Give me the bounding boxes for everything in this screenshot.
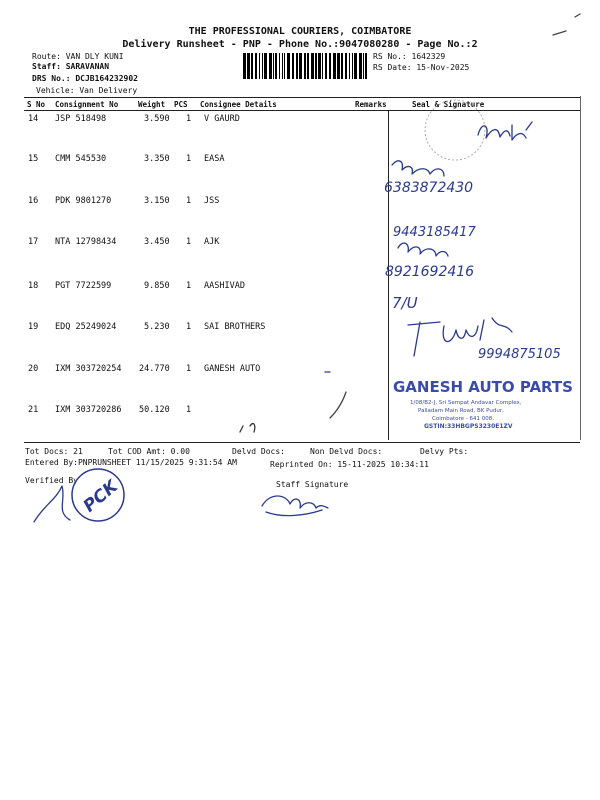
tot-docs: Tot Docs: 21: [25, 447, 83, 456]
col-seal-signature: Seal & Signature: [412, 100, 485, 109]
col-pcs: PCS: [174, 100, 188, 109]
col-remarks: Remarks: [355, 100, 387, 109]
row-pcs: 1: [186, 154, 192, 164]
row-sno: 16: [28, 196, 39, 206]
corner-mark: [575, 14, 580, 17]
tamil-name-row-15: [392, 161, 444, 176]
rs-date: RS Date: 15-Nov-2025: [373, 63, 470, 72]
row-consignment: PGT 7722599: [55, 281, 112, 291]
runsheet-subtitle: Delivery Runsheet - PNP - Phone No.:9047080280 - Page No.:2: [122, 39, 478, 50]
phone-row-15: 6383872430: [384, 180, 474, 196]
stamp-address-3: Coimbatore - 641 008.: [432, 416, 494, 422]
row-sno: 15: [28, 154, 39, 164]
faint-seal-stamp: [425, 100, 485, 160]
staff-signature-label: Staff Signature: [276, 480, 349, 489]
note-row-19: 7/U: [392, 294, 418, 312]
row-consignment: PDK 9801270: [55, 196, 112, 206]
rs-number: RS No.: 1642329: [373, 52, 446, 61]
stray-mark: [240, 424, 255, 432]
row-weight: 24.770: [139, 364, 170, 374]
row-consignee: GANESH AUTO: [204, 364, 261, 374]
row-sno: 20: [28, 364, 39, 374]
phone-row-19: 9994875105: [478, 347, 561, 362]
row-consignee: AASHIVAD: [204, 281, 245, 291]
row-consignment: CMM 545530: [55, 154, 107, 164]
stamp-address-2: Palladam Main Road, BK Pudur,: [418, 408, 504, 414]
row-consignment: IXM 303720286: [55, 405, 122, 415]
staff-signature: [262, 496, 328, 516]
row-consignee: JSS: [204, 196, 220, 206]
row-consignee: SAI BROTHERS: [204, 322, 266, 332]
col-sno: S No: [27, 100, 46, 109]
tamil-name-row-17: [398, 243, 448, 256]
row-consignment: JSP 518498: [55, 114, 107, 124]
row-pcs: 1: [186, 281, 192, 291]
delvy-pts: Delvy Pts:: [420, 447, 469, 456]
vehicle-label: Vehicle: Van Delivery: [36, 86, 138, 95]
verified-signature: [34, 486, 70, 522]
row-weight: 3.450: [144, 237, 170, 247]
row-consignee: AJK: [204, 237, 220, 247]
row-weight: 5.230: [144, 322, 170, 332]
row-weight: 50.120: [139, 405, 170, 415]
row-sno: 17: [28, 237, 39, 247]
col-consignment: Consignment No: [55, 100, 119, 109]
staff-label: Staff: SARAVANAN: [32, 62, 110, 71]
drs-number: DRS No.: DCJB164232902: [32, 74, 138, 83]
row-consignment: NTA 12798434: [55, 237, 117, 247]
row-consignment: IXM 303720254: [55, 364, 122, 374]
col-consignee: Consignee Details: [200, 100, 277, 109]
delvd-docs: Delvd Docs:: [232, 447, 285, 456]
corner-mark: [553, 31, 566, 35]
row-weight: 9.850: [144, 281, 170, 291]
row-consignment: EDQ 25249024: [55, 322, 117, 332]
company-title: THE PROFESSIONAL COURIERS, COIMBATORE: [188, 26, 412, 37]
signature-row-14: [478, 122, 532, 140]
tot-cod-amt: Tot COD Amt: 0.00: [108, 447, 190, 456]
route-label: Route: VAN DLY KUNI: [32, 52, 124, 61]
row-sno: 21: [28, 405, 39, 415]
row-consignee: EASA: [204, 154, 225, 164]
entered-by: Entered By:PNPRUNSHEET 11/15/2025 9:31:54 AM: [25, 458, 237, 467]
row-weight: 3.590: [144, 114, 170, 124]
stray-mark: [330, 392, 346, 418]
row-pcs: 1: [186, 364, 192, 374]
row-weight: 3.150: [144, 196, 170, 206]
phone-row-18: 8921692416: [385, 264, 475, 280]
row-sno: 19: [28, 322, 39, 332]
phone-row-17: 9443185417: [393, 225, 476, 240]
row-sno: 18: [28, 281, 39, 291]
row-pcs: 1: [186, 405, 192, 415]
row-pcs: 1: [186, 322, 192, 332]
reprinted-on: Reprinted On: 15-11-2025 10:34:11: [270, 460, 429, 469]
row-weight: 3.350: [144, 154, 170, 164]
row-sno: 14: [28, 114, 39, 124]
stamp-address-1: 1/08/B2-J, Sri Sempat Andavar Complex,: [410, 400, 522, 406]
non-delvd-docs: Non Delvd Docs:: [310, 447, 383, 456]
verified-by: Verified By: [25, 476, 78, 485]
row-pcs: 1: [186, 114, 192, 124]
stamp-company-name: GANESH AUTO PARTS: [393, 378, 573, 396]
row-pcs: 1: [186, 237, 192, 247]
pck-initials: PCK: [79, 476, 122, 517]
row-consignee: V GAURD: [204, 114, 240, 124]
stamp-gstin: GSTIN:33HBGPS3230E1ZV: [424, 423, 513, 430]
col-weight: Weight: [138, 100, 166, 109]
row-pcs: 1: [186, 196, 192, 206]
